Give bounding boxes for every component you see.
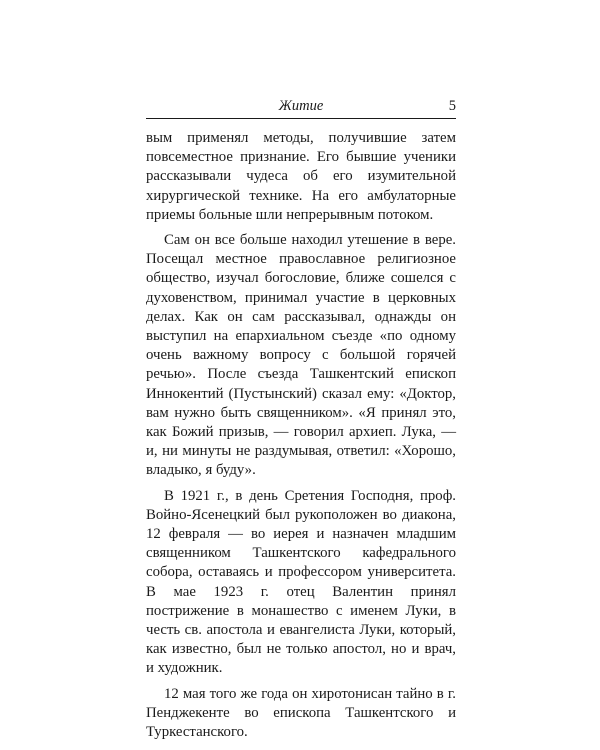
header-rule — [146, 118, 456, 119]
paragraph-2: Сам он все больше находил утешение в вере. Посещал местное православное религиозное общество, изучал богословие, ближе сошелся с духовенством, принимал участие в церковных делах. Как он сам рассказывал, однажды он выступил на епархиальном съезде «по одному очень важному вопросу с большой горячей речью». После съезда Ташкентский епископ Иннокентий (Пустынский) сказал ему: «Доктор, вам нужно быть священником». «Я принял это, как Божий призыв, — говорил архиеп. Лука, — и, ни минуты не раздумывая, ответил: «Хорошо, владыко, я буду». — [146, 232, 456, 479]
paragraph-3: В 1921 г., в день Сретения Господня, проф. Войно-Ясенецкий был рукоположен во диакона, 12 февраля — во иерея и назначен младшим священником Ташкентского кафедрального собора, оставаясь и профессором университета. В мае 1923 г. отец Валентин принял пострижение в монашество с именем Луки, в честь св. апостола и евангелиста Луки, который, как известно, был не только апостол, но и врач, и художник. — [146, 487, 456, 677]
book-page — [146, 96, 456, 748]
paragraph-1: вым применял методы, получившие затем повсеместное признание. Его бывшие ученики рассказывали чудеса об его изумительной хирургической технике. На его амбулаторные приемы больные шли непрерывным потоком. — [146, 130, 456, 223]
running-header — [146, 96, 456, 116]
page-number: 5 — [448, 98, 456, 114]
running-title: Житие — [278, 98, 324, 114]
paragraph-4: 12 мая того же года он хиротонисан тайно в г. Пенджекенте во епископа Ташкентского и Туркестанского. — [146, 685, 456, 741]
body-text — [146, 129, 456, 742]
